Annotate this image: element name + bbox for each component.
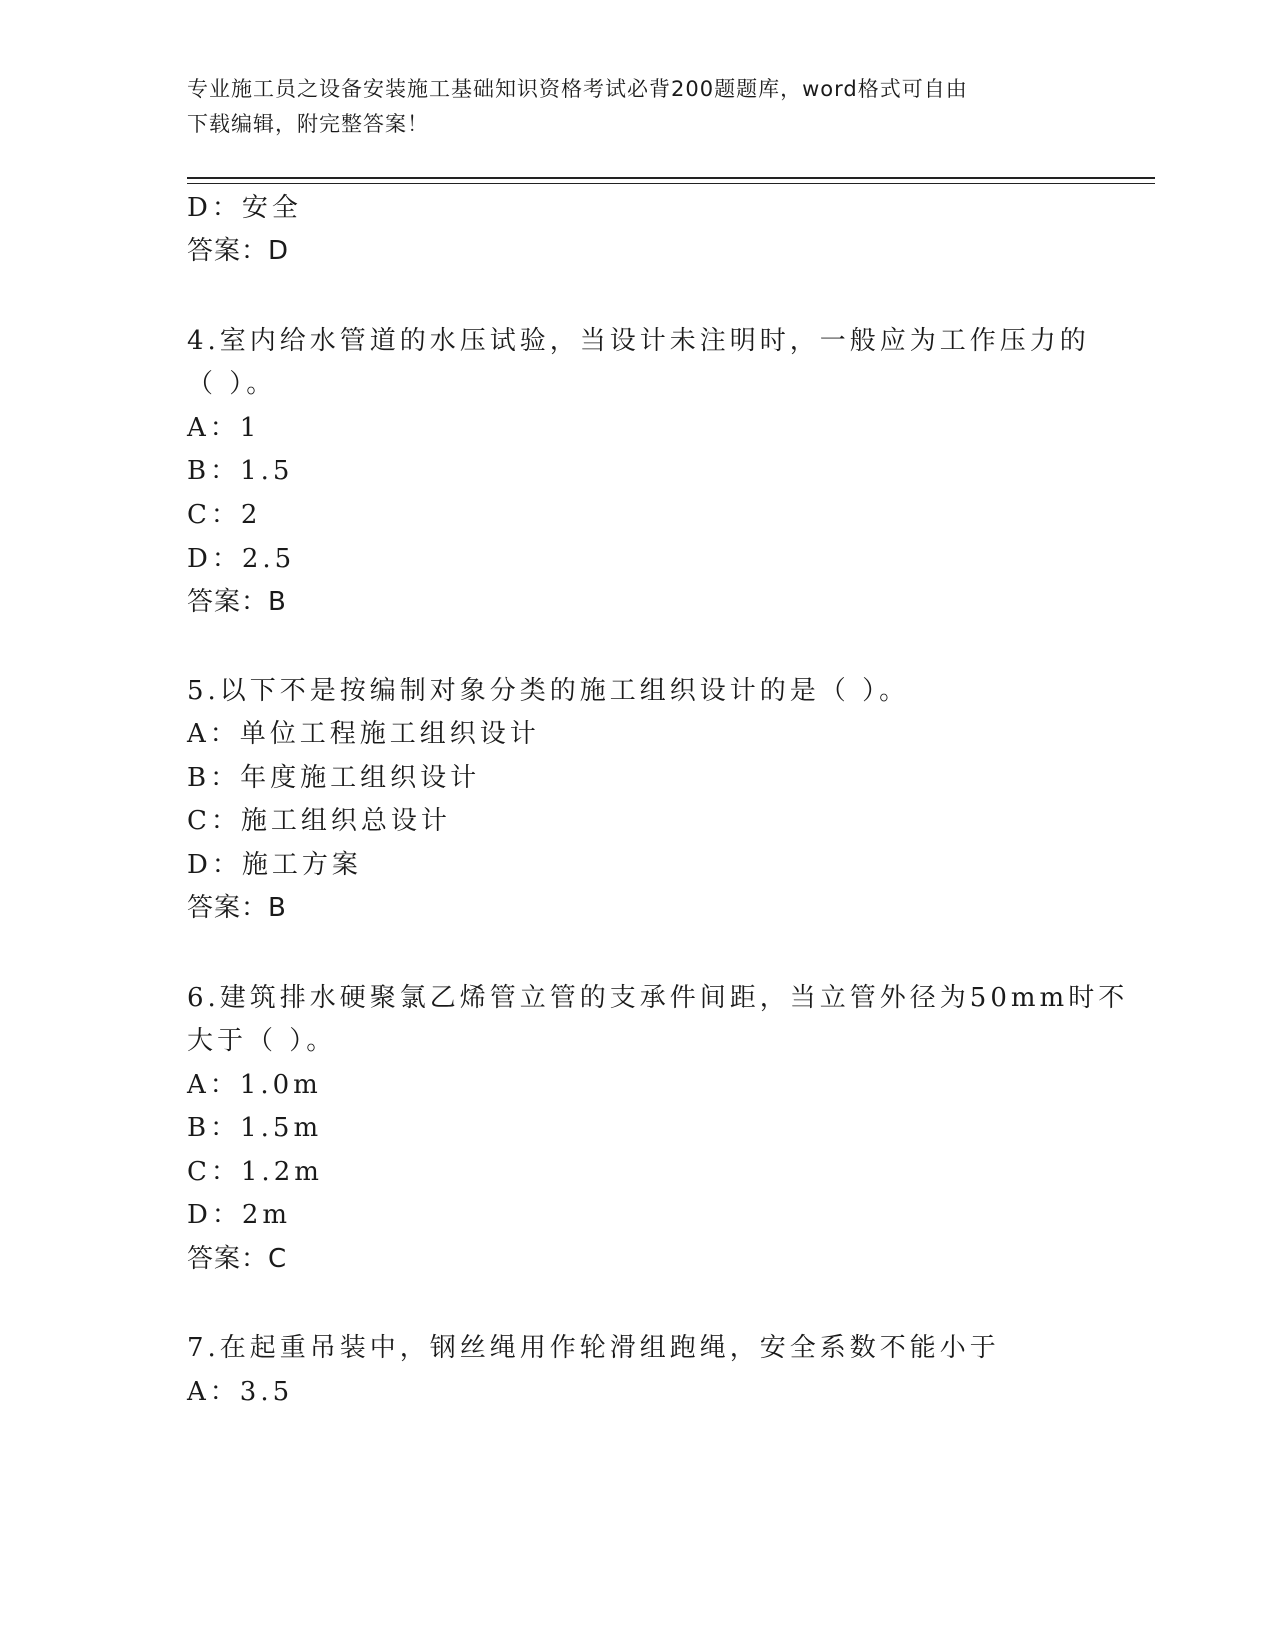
header-divider-thin <box>187 183 1155 184</box>
question-7: 7.在起重吊装中，钢丝绳用作轮滑组跑绳，安全系数不能小于 <box>187 1333 1000 1363</box>
header-line-1: 专业施工员之设备安装施工基础知识资格考试必背200题题库，word格式可自由 <box>187 77 968 101</box>
option-c: C：施工组织总设计 <box>187 806 451 836</box>
option-b: B：1.5m <box>187 1113 323 1143</box>
question-6: 6.建筑排水硬聚氯乙烯管立管的支承件间距，当立管外径为50mm时不 <box>187 983 1129 1013</box>
question-6-continued: 大于（ ）。 <box>187 1026 337 1056</box>
answer: 答案：C <box>187 1244 288 1274</box>
answer: 答案：D <box>187 236 290 266</box>
option-d: D：2m <box>187 1200 292 1230</box>
option-c: C：1.2m <box>187 1157 323 1187</box>
header-line-2: 下载编辑，附完整答案！ <box>187 112 429 136</box>
question-4: 4.室内给水管道的水压试验，当设计未注明时，一般应为工作压力的 <box>187 326 1090 356</box>
answer: 答案：B <box>187 587 287 617</box>
answer: 答案：B <box>187 893 287 923</box>
document-header <box>187 72 1067 142</box>
question-5: 5.以下不是按编制对象分类的施工组织设计的是（ ）。 <box>187 676 910 706</box>
option-a: A：1.0m <box>187 1070 322 1100</box>
option-a: A：3.5 <box>187 1377 294 1407</box>
option-a: A：单位工程施工组织设计 <box>187 719 540 749</box>
option-c: C：2 <box>187 500 262 530</box>
option-b: B：1.5 <box>187 456 294 486</box>
header-divider-thick <box>187 177 1155 179</box>
option-a: A：1 <box>187 413 261 443</box>
question-4-continued: （ ）。 <box>187 369 277 399</box>
option-d: D：2.5 <box>187 544 296 574</box>
option-b: B：年度施工组织设计 <box>187 763 481 793</box>
option-d: D：施工方案 <box>187 850 362 880</box>
option-d: D：安全 <box>187 193 302 223</box>
